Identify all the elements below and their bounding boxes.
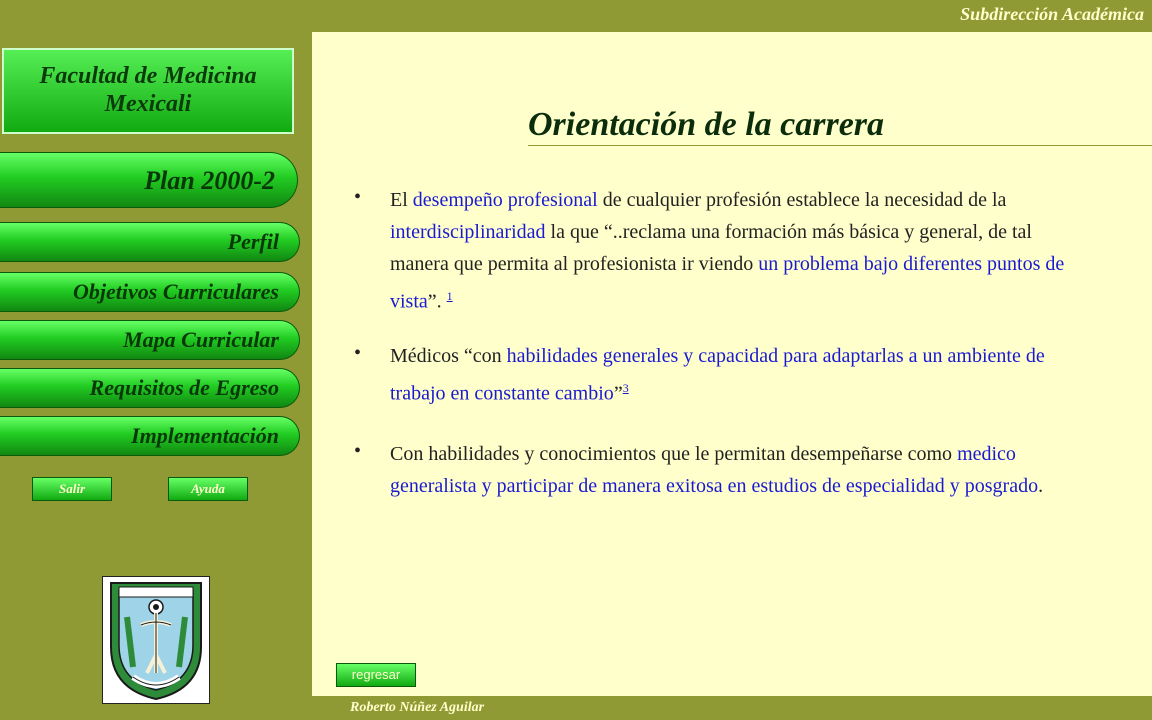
page-title: Orientación de la carrera bbox=[528, 106, 885, 143]
nav-objetivos-curriculares[interactable]: Objetivos Curriculares bbox=[0, 272, 300, 312]
top-bar bbox=[312, 0, 1152, 32]
faculty-box bbox=[2, 48, 294, 134]
title-underline bbox=[528, 145, 1152, 146]
reference-link-1[interactable]: 1 bbox=[446, 289, 453, 303]
bullet-2 bbox=[390, 340, 1090, 410]
b2-text: ” bbox=[613, 382, 623, 405]
bullet-icon: • bbox=[354, 186, 362, 208]
header-title: Subdirección Académica bbox=[960, 4, 1144, 24]
b3-highlight: medico generalista y participar de manera exitosa en estudios de especialidad y posgrado bbox=[390, 443, 1039, 497]
bullet-icon: • bbox=[354, 440, 362, 462]
faculty-campus: Mexicali bbox=[104, 91, 192, 117]
b3-text: . bbox=[1038, 475, 1044, 497]
bullet-icon: • bbox=[354, 342, 362, 364]
plan-button[interactable]: Plan 2000-2 bbox=[0, 152, 298, 208]
faculty-name: Facultad de Medicina bbox=[39, 63, 257, 89]
bullet-1 bbox=[390, 184, 1090, 318]
nav-implementacion[interactable]: Implementación bbox=[0, 416, 300, 456]
b1-text: de cualquier profesión establece la necesidad de la bbox=[597, 189, 1007, 211]
b1-text: ”. bbox=[427, 290, 447, 313]
university-seal-logo bbox=[102, 576, 210, 704]
bullet-3 bbox=[390, 438, 1090, 502]
back-button[interactable]: regresar bbox=[336, 663, 416, 687]
b1-text: El bbox=[390, 189, 413, 211]
footer-author: Roberto Núñez Aguilar bbox=[350, 700, 485, 715]
b1-text: la que “..reclama una formación más básica y general, de tal manera que permita al profesionista ir viendo bbox=[390, 221, 1032, 275]
nav-perfil[interactable]: Perfil bbox=[0, 222, 300, 262]
nav-mapa-curricular[interactable]: Mapa Curricular bbox=[0, 320, 300, 360]
exit-button[interactable]: Salir bbox=[32, 477, 112, 501]
b1-highlight: interdisciplinaridad bbox=[390, 221, 546, 243]
top-bar-left bbox=[0, 0, 312, 32]
help-button[interactable]: Ayuda bbox=[168, 477, 248, 501]
b1-highlight: desempeño profesional bbox=[412, 189, 598, 211]
seal-emblem bbox=[103, 577, 209, 703]
b3-text: Con habilidades y conocimientos que le permitan desempeñarse como bbox=[390, 443, 958, 465]
b2-text: Médicos “con bbox=[390, 345, 507, 367]
nav-requisitos-egreso[interactable]: Requisitos de Egreso bbox=[0, 368, 300, 408]
b2-highlight: habilidades generales y capacidad para adaptarlas a un ambiente de trabajo en constante cambio bbox=[390, 345, 1045, 405]
b1-highlight: un problema bajo diferentes puntos de vista bbox=[390, 253, 1065, 313]
reference-link-3[interactable]: 3 bbox=[622, 381, 629, 395]
